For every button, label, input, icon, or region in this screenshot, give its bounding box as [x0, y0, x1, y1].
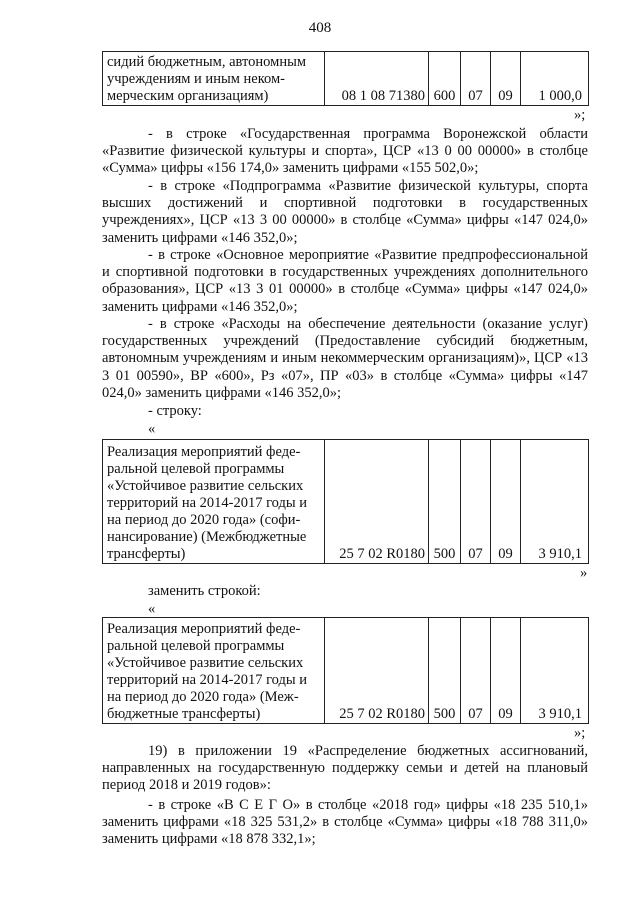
budget-table-row-3	[102, 617, 589, 724]
table-cell-vr: 500	[429, 440, 461, 564]
page-number: 408	[308, 20, 332, 36]
table-cell-name: Реализация мероприятий феде- ральной целевой программы «Устойчивое развитие сельских территорий на 2014-2017 годы и на период до 2020 года» (софи- нансирование) (Межбюджетные трансферты)	[103, 440, 325, 564]
table-cell-sum: 1 000,0	[521, 52, 589, 106]
table-cell-csr: 08 1 08 71380	[325, 52, 429, 106]
table-cell-rz: 07	[461, 440, 491, 564]
table-cell-vr: 600	[429, 52, 461, 106]
paragraph-main-activity: - в строке «Основное мероприятие «Развитие предпрофессиональной и спортивной подготовки в государственных учреждениях дополнительного образования», ЦСР «13 3 01 00000» в столбце «Сумма» цифры «147 024,0» заменить цифрами «146 352,0»;	[102, 247, 588, 315]
paragraph-appendix-19: 19) в приложении 19 «Распределение бюджетных ассигнований, направленных на государственную поддержку семьи и детей на плановый период 2018 и 2019 годов»:	[102, 743, 588, 794]
line-replace-with: заменить строкой:	[148, 583, 261, 599]
table-cell-rz: 07	[461, 52, 491, 106]
table-row	[103, 52, 589, 106]
table-cell-pr: 09	[491, 440, 521, 564]
table-cell-rz: 07	[461, 618, 491, 724]
closing-quote: »;	[574, 725, 586, 741]
table-cell-sum: 3 910,1	[521, 618, 589, 724]
table-cell-sum: 3 910,1	[521, 440, 589, 564]
table-cell-pr: 09	[491, 52, 521, 106]
table-cell-csr: 25 7 02 R0180	[325, 618, 429, 724]
line-replace-row: - строку:	[148, 403, 202, 419]
paragraph-total-row: - в строке «В С Е Г О» в столбце «2018 год» цифры «18 235 510,1» заменить цифрами «18 325 531,2» в столбце «Сумма» цифры «18 788 311,0» заменить цифрами «18 878 332,1»;	[102, 797, 588, 848]
paragraph-state-program: - в строке «Государственная программа Воронежской области «Развитие физической культуры и спорта», ЦСР «13 0 00 00000» в столбце «Сумма» цифры «156 174,0» заменить цифрами «155 502,0»;	[102, 126, 588, 177]
table-cell-name: сидий бюджетным, автономным учреждениям и иным неком- мерческим организациям)	[103, 52, 325, 106]
table-cell-csr: 25 7 02 R0180	[325, 440, 429, 564]
table-row	[103, 618, 589, 724]
opening-quote: «	[148, 421, 156, 437]
closing-quote: »;	[574, 107, 586, 123]
opening-quote: «	[148, 601, 156, 617]
budget-table-row-2	[102, 439, 589, 564]
paragraph-subprogram: - в строке «Подпрограмма «Развитие физической культуры, спорта высших достижений и спортивной подготовки в государственных учреждениях», ЦСР «13 3 00 00000» в столбце «Сумма» цифры «147 024,0» заменить цифрами «146 352,0»;	[102, 178, 588, 246]
budget-table-row-1	[102, 51, 589, 106]
table-cell-pr: 09	[491, 618, 521, 724]
table-row	[103, 440, 589, 564]
table-cell-name: Реализация мероприятий феде- ральной целевой программы «Устойчивое развитие сельских территорий на 2014-2017 годы и на период до 2020 года» (Меж- бюджетные трансферты)	[103, 618, 325, 724]
table-cell-vr: 500	[429, 618, 461, 724]
paragraph-expenses: - в строке «Расходы на обеспечение деятельности (оказание услуг) государственных учреждений (Предоставление субсидий бюджетным, автономным учреждениям и иным некоммерческим организациям)», ЦСР «13 3 01 00590», ВР «600», Рз «07», ПР «03» в столбце «Сумма» цифры «147 024,0» заменить цифрами «146 352,0»;	[102, 316, 588, 401]
closing-quote: »	[580, 565, 588, 581]
